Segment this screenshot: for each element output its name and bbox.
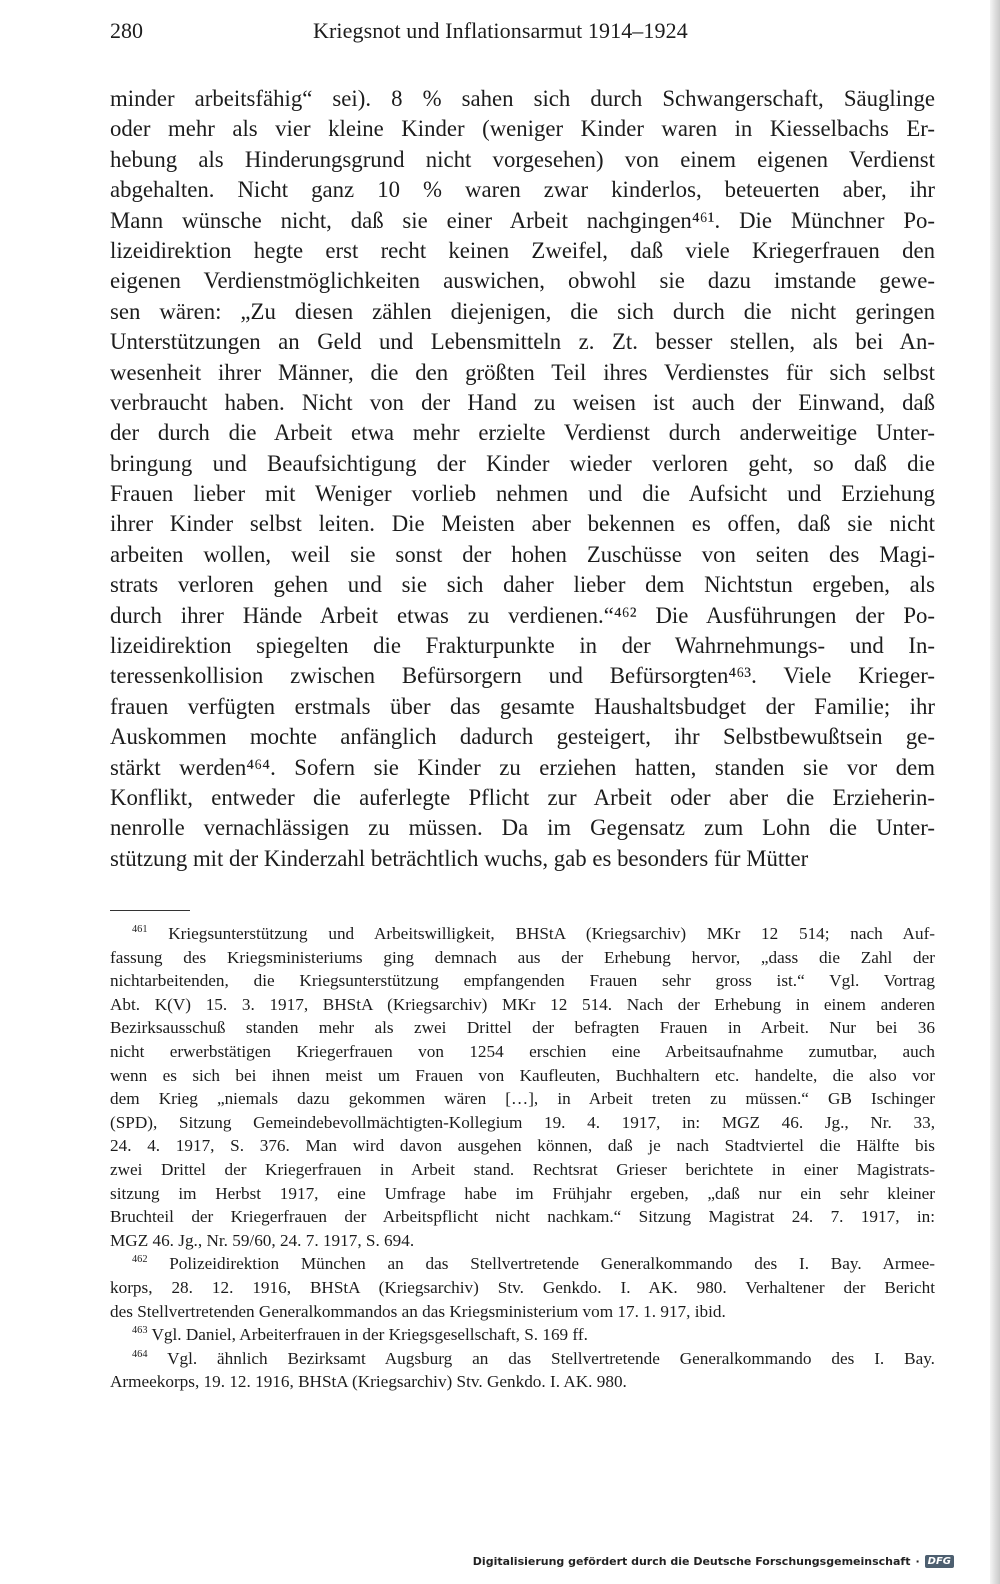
footnote-line	[110, 1323, 935, 1347]
footnote-text: nichtarbeitenden, die Kriegsunterstützung empfangenden Frauen sehr gross ist.“ Vgl. Vortrag	[110, 971, 935, 991]
footnote-line	[110, 1370, 935, 1394]
footnote-text: Bruchteil der Kriegerfrauen der Arbeitspflicht nicht nachkam.“ Sitzung Magistrat 24. 7. 1917, in:	[110, 1207, 935, 1227]
footnote-text: wenn es sich bei ihnen meist um Frauen von Kaufleuten, Buchhaltern etc. handelte, die also vor	[110, 1065, 935, 1085]
body-line: durch ihrer Hände Arbeit etwas zu verdienen.“⁴⁶² Die Ausführungen der Po-	[110, 602, 935, 628]
footnote-line	[110, 1111, 935, 1135]
footnote-text: (SPD), Sitzung Gemeindebevollmächtigten-Kollegium 19. 4. 1917, in: MGZ 46. Jg., Nr. 33,	[110, 1112, 935, 1132]
footnote-separator	[110, 910, 190, 911]
body-line: teressenkollision zwischen Befürsorgern und Befürsorgten⁴⁶³. Viele Krieger-	[110, 663, 935, 689]
body-line: eigenen Verdienstmöglichkeiten auswichen, obwohl sie dazu imstande gewe-	[110, 268, 935, 294]
footnotes	[110, 922, 935, 1394]
footnote-text: fassung des Kriegsministeriums ging demnach aus der Erhebung hervor, „dass die Zahl der	[110, 947, 935, 967]
footnote-text: nicht erwerbstätigen Kriegerfrauen von 1254 erschien eine Arbeitsaufnahme zumutbar, auch	[110, 1041, 935, 1061]
footnote-text: korps, 28. 12. 1916, BHStA (Kriegsarchiv) Stv. Genkdo. I. AK. 980. Verhaltener der Bericht	[110, 1277, 935, 1297]
body-line: Konflikt, entweder die auferlegte Pflicht zur Arbeit oder aber die Erzieherin-	[110, 784, 935, 810]
body-line: Unterstützungen an Geld und Lebensmitteln z. Zt. besser stellen, als bei An-	[110, 329, 935, 355]
body-text	[110, 84, 935, 874]
body-line: frauen verfügten erstmals über das gesamte Haushaltsbudget der Familie; ihr	[110, 693, 935, 719]
footnote-text: des Stellvertretenden Generalkommandos an das Kriegsministerium vom 17. 1. 917, ibid.	[110, 1301, 726, 1321]
footnote-number: 463	[132, 1324, 148, 1336]
footnote-line	[110, 1347, 935, 1371]
footnote-464	[110, 1347, 935, 1394]
page-number: 280	[110, 18, 143, 43]
footnote-number: 464	[132, 1348, 148, 1360]
footnote-line	[110, 993, 935, 1017]
dfg-logo-icon: DFG	[925, 1555, 954, 1568]
body-line: stützung mit der Kinderzahl beträchtlich wuchs, gab es besonders für Mütter	[110, 845, 809, 871]
footnote-number: 461	[132, 923, 148, 935]
footnote-line	[110, 1087, 935, 1111]
footnote-line	[110, 969, 935, 993]
digitization-text: Digitalisierung gefördert durch die Deutsche Forschungsgemeinschaft	[472, 1554, 911, 1568]
body-line: ihrer Kinder selbst leiten. Die Meisten aber bekennen es offen, daß sie nicht	[110, 511, 935, 537]
body-line: lizeidirektion spiegelten die Frakturpunkte in der Wahrnehmungs- und In-	[110, 633, 935, 659]
body-line: wesenheit ihrer Männer, die den größten Teil ihres Verdienstes für sich selbst	[110, 359, 935, 385]
footnote-text: zwei Drittel der Kriegerfrauen in Arbeit stand. Rechtsrat Grieser berichtete in einer Magistrats-	[110, 1159, 935, 1179]
footnote-462	[110, 1252, 935, 1323]
body-line: hebung als Hinderungsgrund nicht vorgesehen) von einem eigenen Verdienst	[110, 146, 935, 172]
footnote-line	[110, 946, 935, 970]
body-line: Frauen lieber mit Weniger vorlieb nehmen und die Aufsicht und Erziehung	[110, 481, 935, 507]
body-line: stärkt werden⁴⁶⁴. Sofern sie Kinder zu erziehen hatten, standen sie vor dem	[110, 754, 935, 780]
footnote-number: 462	[132, 1254, 148, 1266]
body-line: abgehalten. Nicht ganz 10 % waren zwar kinderlos, beteuerten aber, ihr	[110, 177, 935, 203]
body-line: Auskommen mochte anfänglich dadurch gesteigert, ihr Selbstbewußtsein ge-	[110, 724, 935, 750]
page-header	[110, 18, 935, 52]
body-line: minder arbeitsfähig“ sei). 8 % sahen sich durch Schwangerschaft, Säuglinge	[110, 86, 935, 111]
body-line: nenrolle vernachlässigen zu müssen. Da im Gegensatz zum Lohn die Unter-	[110, 815, 935, 841]
footnote-line	[110, 922, 935, 946]
footnote-line	[110, 1064, 935, 1088]
footnote-line	[110, 1182, 935, 1206]
footnote-text: dem Krieg „niemals dazu gekommen wären […], in Arbeit treten zu müssen.“ GB Ischinger	[110, 1089, 935, 1109]
footnote-line	[110, 1205, 935, 1229]
footnote-text: 24. 4. 1917, S. 376. Man wird davon ausgehen können, daß je nach Stadtviertel die Hälfte bis	[110, 1136, 935, 1156]
footnote-line	[110, 1300, 935, 1324]
page-edge-shadow	[990, 0, 1000, 1584]
digitization-notice: Digitalisierung gefördert durch die Deutsche Forschungsgemeinschaft · DFG	[473, 1551, 954, 1571]
body-line: arbeiten wollen, weil sie sonst der hohen Zuschüsse von seiten des Magi-	[110, 541, 935, 567]
footnote-text: sitzung im Herbst 1917, eine Umfrage habe im Frühjahr ergeben, „daß nur ein sehr kleiner	[110, 1183, 935, 1203]
body-line: der durch die Arbeit etwa mehr erzielte Verdienst durch anderweitige Unter-	[110, 420, 935, 446]
footnote-text: Vgl. ähnlich Bezirksamt Augsburg an das Stellvertretende Generalkommando des I. Bay.	[167, 1348, 935, 1368]
footnote-text: MGZ 46. Jg., Nr. 59/60, 24. 7. 1917, S. 694.	[110, 1230, 415, 1250]
running-title: Kriegsnot und Inflationsarmut 1914–1924	[313, 18, 688, 43]
footnote-461	[110, 922, 935, 1252]
footnote-line	[110, 1276, 935, 1300]
footnote-line	[110, 1040, 935, 1064]
footnote-text: Abt. K(V) 15. 3. 1917, BHStA (Kriegsarchiv) MKr 12 514. Nach der Erhebung in einem anderen	[110, 994, 935, 1014]
footnote-text: Vgl. Daniel, Arbeiterfrauen in der Kriegsgesellschaft, S. 169 ff.	[151, 1325, 588, 1345]
footnote-line	[110, 1134, 935, 1158]
footnote-text: Kriegsunterstützung und Arbeitswilligkeit, BHStA (Kriegsarchiv) MKr 12 514; nach Auf-	[168, 924, 935, 943]
footnote-line	[110, 1158, 935, 1182]
footnote-line	[110, 1252, 935, 1276]
body-line: bringung und Beaufsichtigung der Kinder wieder verloren geht, so daß die	[110, 450, 935, 476]
footnote-line	[110, 1229, 935, 1253]
body-line: oder mehr als vier kleine Kinder (weniger Kinder waren in Kiesselbachs Er-	[110, 116, 935, 142]
footnote-463	[110, 1323, 935, 1347]
body-line: lizeidirektion hegte erst recht keinen Zweifel, daß viele Kriegerfrauen den	[110, 237, 935, 263]
footnote-text: Armeekorps, 19. 12. 1916, BHStA (Kriegsarchiv) Stv. Genkdo. I. AK. 980.	[110, 1372, 627, 1392]
footnote-text: Polizeidirektion München an das Stellvertretende Generalkommando des I. Bay. Armee-	[169, 1254, 935, 1274]
body-line: Mann wünsche nicht, daß sie einer Arbeit nachgingen⁴⁶¹. Die Münchner Po-	[110, 207, 935, 233]
footnote-line	[110, 1016, 935, 1040]
footnote-text: Bezirksausschuß standen mehr als zwei Drittel der befragten Frauen in Arbeit. Nur bei 36	[110, 1018, 935, 1038]
body-line: verbraucht haben. Nicht von der Hand zu weisen ist auch der Einwand, daß	[110, 389, 935, 415]
body-line: strats verloren gehen und sie sich daher lieber dem Nichtstun ergeben, als	[110, 572, 935, 598]
body-line: sen wären: „Zu diesen zählen diejenigen, die sich durch die nicht geringen	[110, 298, 935, 324]
